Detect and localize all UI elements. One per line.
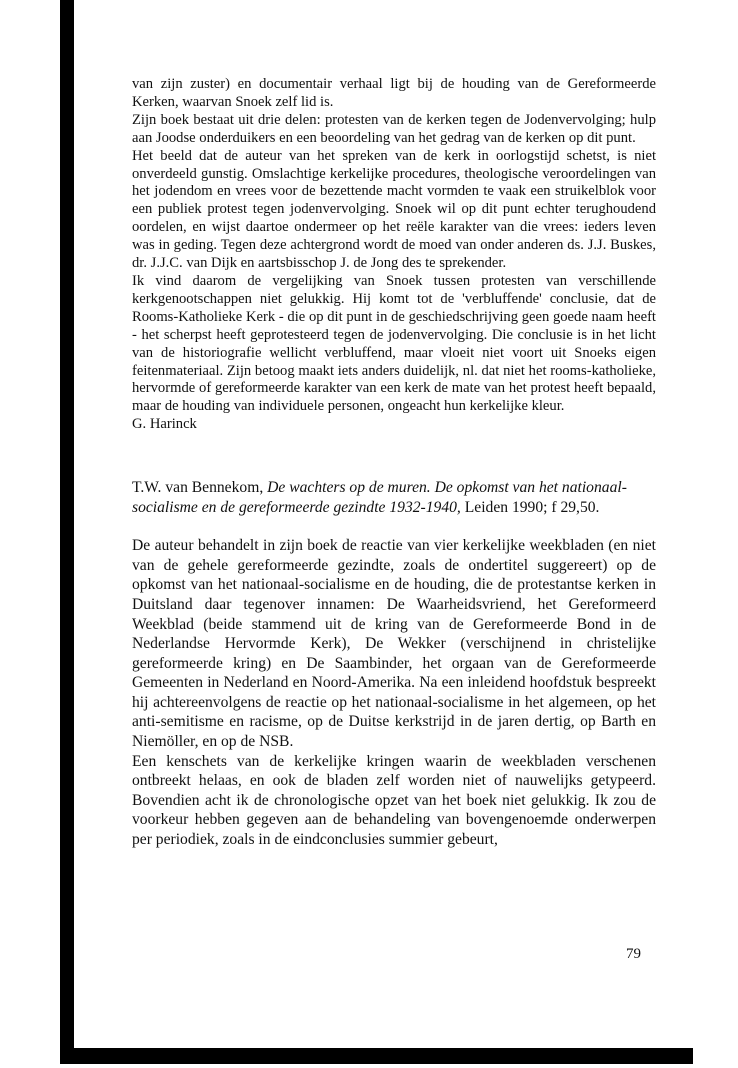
review-1-signature: G. Harinck (132, 416, 197, 433)
review-2 (132, 536, 656, 850)
page-body (132, 76, 656, 850)
review-1 (132, 76, 656, 434)
book-reference (132, 478, 656, 518)
scan-edge-left (60, 0, 74, 1048)
review-1-paragraph: van zijn zuster) en documentair verhaal ligt bij de houding van de Gereformeerde Kerken, waarvan Snoek zelf lid is. (132, 76, 656, 110)
review-2-paragraph: De auteur behandelt in zijn boek de reactie van vier kerkelijke weekbladen (en niet van de gehele gereformeerde gezindte, zoals de ondertitel suggereert) op de opkomst van het nationaal-socialisme en de houding, die de protestantse kerken in Duitsland daar tegenover innamen: De Waarheidsvriend, het Gereformeerd Weekblad (beide stammend uit de kring van de Gereformeerde Bond in de Nederlandse Hervormde Kerk), De Wekker (verschijnend in christelijke gereformeerde kring) en De Saambinder, het orgaan van de Gereformeerde Gemeenten in Nederland en Noord-Amerika. Na een inleidend hoofdstuk bespreekt hij achtereenvolgens de reactie op het nationaal-socialisme in het algemeen, op het anti-semitisme en racisme, op de Duitse kerkstrijd in de jaren dertig, op Barth en Niemöller, en op de NSB. (132, 537, 656, 751)
review-1-paragraph: Zijn boek bestaat uit drie delen: protesten van de kerken tegen de Jodenvervolging; hulp aan Joodse onderduikers en een beoordeling van het gedrag van de kerken op dit punt. (132, 111, 656, 146)
review-1-paragraph: Ik vind daarom de vergelijking van Snoek tussen protesten van verschillende kerkgenootschappen niet gelukkig. Hij komt tot de 'verbluffende' conclusie, dat de Rooms-Katholieke Kerk - die op dit punt in de geschiedschrijving geen goede naam heeft - het scherpst heeft geprotesteerd tegen de jodenvervolging. Die conclusie is in het licht van de historiografie wellicht verbluffend, maar vloeit niet voort uit Snoeks eigen feitenmateriaal. Zijn betoog maakt iets anders duidelijk, nl. dat niet het rooms-katholieke, hervormde of gereformeerde karakter van een kerk de mate van het protest heeft bepaald, maar de houding van individuele personen, ongeacht hun kerkelijke kleur. (132, 272, 656, 415)
review-1-paragraph: Het beeld dat de auteur van het spreken van de kerk in oorlogstijd schetst, is niet onverdeeld gunstig. Omslachtige kerkelijke procedures, theologische veroordelingen van het jodendom en vrees voor de bezettende macht vormden te vaak een struikelblok voor een publiek protest tegen jodenvervolging. Snoek wil op dit punt echter terughoudend oordelen, en wijst daartoe ondermeer op het reële karakter van die vrees: ieders leven was in geding. Tegen deze achtergrond wordt de moed van onder anderen ds. J.J. Buskes, dr. J.J.C. van Dijk en aartsbisschop J. de Jong des te sprekender. (132, 147, 656, 272)
scan-edge-bottom (60, 1048, 693, 1064)
book-author: T.W. van Bennekom, (132, 479, 264, 497)
book-title: De wachters op de muren. De opkomst van het nationaal-socialisme en de gereformeerde gezindte 1932-1940, (132, 479, 627, 517)
page-number: 79 (626, 946, 641, 962)
book-details: Leiden 1990; f 29,50. (464, 499, 600, 517)
review-2-paragraph: Een kenschets van de kerkelijke kringen waarin de weekbladen verschenen ontbreekt helaas, en ook de bladen zelf worden niet of nauwelijks getypeerd. Bovendien acht ik de chronologische opzet van het boek niet gelukkig. Ik zou de voorkeur hebben gegeven aan de behandeling van bovengenoemde onderwerpen per periodiek, zoals in de eindconclusies summier gebeurt, (132, 752, 656, 849)
